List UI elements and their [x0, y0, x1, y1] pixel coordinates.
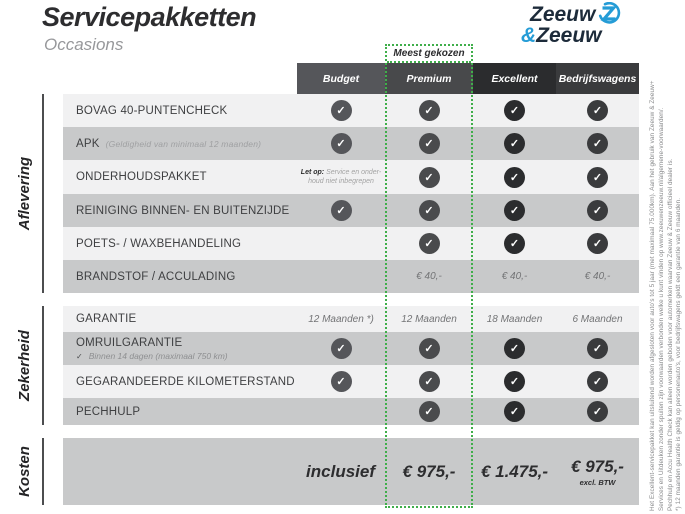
row-label: BRANDSTOF / ACCULADING [76, 270, 236, 283]
row-subnote-text: Binnen 14 dagen (maximaal 750 km) [88, 350, 228, 361]
table-row [63, 365, 639, 398]
check-icon: ✓ [504, 133, 525, 154]
brand-logo [521, 4, 621, 46]
check-icon: ✓ [587, 133, 608, 154]
budget-warning [300, 168, 382, 186]
row-label: PECHHULP [76, 405, 141, 418]
price-excellent: € 1.475,- [480, 461, 549, 481]
column-header-excellent: Excellent [473, 63, 556, 94]
row-label: REINIGING BINNEN- EN BUITENZIJDE [76, 204, 290, 217]
table-row [63, 306, 639, 332]
row-label: POETS- / WAXBEHANDELING [76, 237, 242, 250]
page-subtitle: Occasions [44, 35, 124, 54]
page-title: Servicepakketten [42, 2, 257, 32]
check-icon: ✓ [419, 100, 440, 121]
column-header-premium: Premium [385, 63, 473, 94]
check-icon: ✓ [419, 133, 440, 154]
btw-note: excl. BTW [579, 477, 616, 487]
small-check-icon: ✓ [76, 351, 83, 361]
inclusief-label: inclusief [306, 461, 375, 481]
check-icon: ✓ [419, 200, 440, 221]
price-premium: € 975,- [402, 461, 456, 481]
zekerheid-rows [63, 306, 639, 425]
logo-line1 [530, 4, 621, 25]
check-icon: ✓ [331, 100, 352, 121]
row-label: GARANTIE [76, 313, 137, 325]
section-line-kosten [42, 438, 44, 505]
check-icon: ✓ [419, 401, 440, 422]
check-icon: ✓ [331, 338, 352, 359]
value-cell: 12 Maanden *) [308, 313, 374, 325]
price-cell: € 40,- [416, 271, 442, 282]
section-label-zekerheid: Zekerheid [16, 330, 33, 401]
check-icon: ✓ [587, 401, 608, 422]
logo-bottom-text: Zeeuw [536, 24, 602, 47]
table-row [63, 227, 639, 260]
table-row [63, 160, 639, 194]
check-icon: ✓ [504, 233, 525, 254]
check-icon: ✓ [419, 233, 440, 254]
check-icon: ✓ [587, 100, 608, 121]
table-row [63, 332, 639, 365]
most-chosen-badge: Meest gekozen [387, 46, 471, 63]
budget-warning-bold: Let op: [300, 168, 325, 176]
footnote [649, 59, 684, 511]
check-icon: ✓ [419, 167, 440, 188]
check-icon: ✓ [419, 371, 440, 392]
row-label: BOVAG 40-PUNTENCHECK [76, 104, 228, 117]
check-icon: ✓ [331, 200, 352, 221]
check-icon: ✓ [504, 401, 525, 422]
logo-line2 [521, 25, 621, 46]
check-icon: ✓ [587, 338, 608, 359]
table-row [63, 127, 639, 160]
check-icon: ✓ [331, 371, 352, 392]
value-cell: 6 Maanden [572, 313, 623, 325]
section-line-zekerheid [42, 306, 44, 425]
check-icon: ✓ [587, 200, 608, 221]
footnote-line: Het Excellent-servicepakket kan uitsluitend worden afgesloten voor auto's tot 5 jaar (met maximaal 75.000km). Aan het gebruik van Zeeuw & Zeeuw+ [649, 80, 656, 511]
aflevering-rows [63, 94, 639, 293]
footnote-line: Pechhulp en Accu Health Check kan alleen worden geboden voor automerken waarvan Zeeuw & Zeeuw officieel dealer is. [666, 158, 674, 511]
column-header-row [297, 63, 639, 94]
check-icon: ✓ [504, 100, 525, 121]
kosten-band [63, 438, 639, 505]
row-subnote [76, 351, 297, 361]
budget-warning-text: Service en onder- houd niet inbegrepen [308, 168, 382, 185]
check-icon: ✓ [504, 167, 525, 188]
section-label-kosten: Kosten [16, 446, 33, 497]
row-label: APK [76, 137, 100, 150]
section-line-aflevering [42, 94, 44, 293]
row-note: (Geldigheid van minimaal 12 maanden) [105, 138, 262, 149]
row-label: OMRUILGARANTIE [76, 336, 183, 349]
price-bedrijfswagens: € 975,- [571, 456, 624, 476]
check-icon: ✓ [587, 371, 608, 392]
check-icon: ✓ [331, 133, 352, 154]
check-icon: ✓ [504, 371, 525, 392]
value-cell: 12 Maanden [401, 313, 457, 325]
check-icon: ✓ [504, 338, 525, 359]
check-icon: ✓ [587, 167, 608, 188]
table-row [63, 94, 639, 127]
row-label: ONDERHOUDSPAKKET [76, 171, 207, 183]
column-header-budget: Budget [297, 63, 385, 94]
column-header-bedrijfswagens: Bedrijfswagens [556, 63, 639, 94]
section-label-aflevering: Aflevering [16, 156, 33, 231]
footnote-line: Services en Uitdeuken zonder spuiten zijn voorwaarden verbonden welke u kunt vinden op www.zeeuwenzeeuw.nl/algemene-voorwaarden/. [657, 107, 665, 511]
check-icon: ✓ [587, 233, 608, 254]
price-cell: € 40,- [501, 271, 528, 282]
footnote-line: *) 12 maanden garantie is geldig op personenauto's, voor bedrijfswagens geldt een garantie van 6 maanden. [675, 197, 683, 511]
price-cell: € 40,- [584, 271, 611, 282]
z-swoosh-icon [597, 2, 621, 25]
table-row [63, 194, 639, 227]
table-row [63, 260, 639, 293]
logo-top-text: Zeeuw [530, 3, 596, 26]
table-row [63, 398, 639, 425]
logo-ampersand: & [521, 24, 537, 47]
value-cell: 18 Maanden [486, 313, 543, 325]
row-label: GEGARANDEERDE KILOMETERSTAND [76, 375, 295, 388]
check-icon: ✓ [504, 200, 525, 221]
check-icon: ✓ [419, 338, 440, 359]
